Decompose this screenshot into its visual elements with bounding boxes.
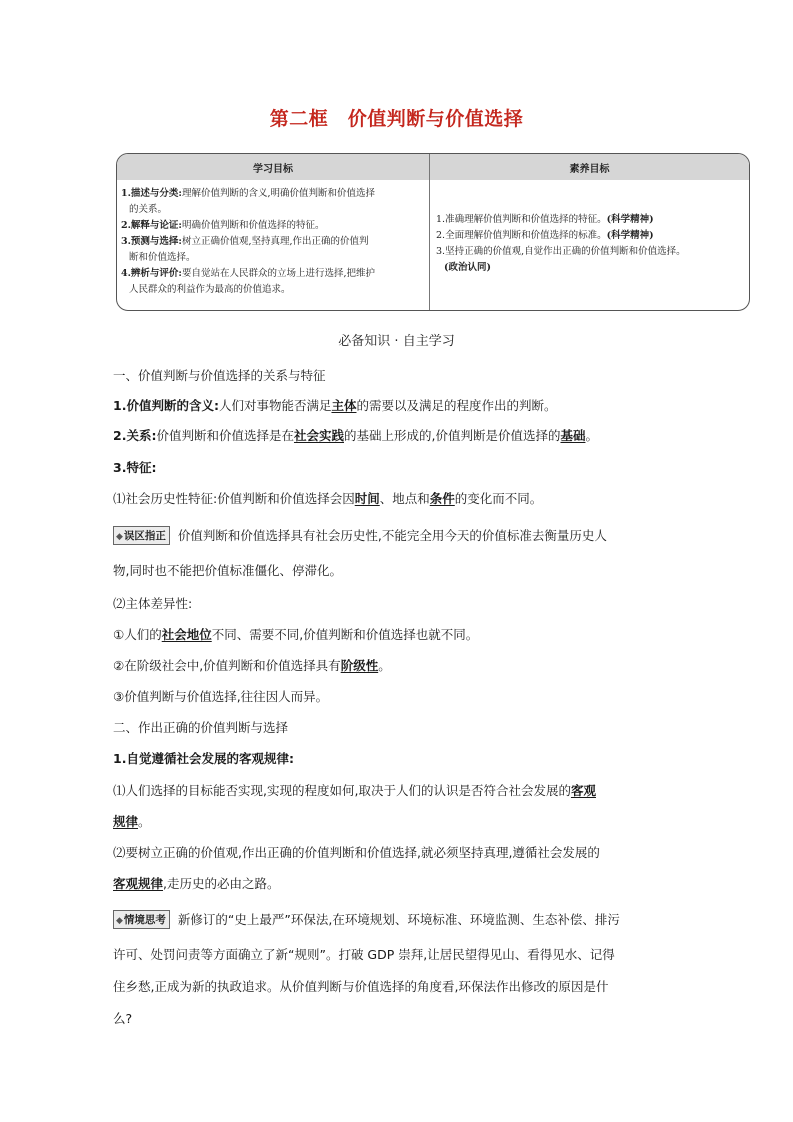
learning-goal-item: 4.辨析与评价:要自觉站在人民群众的立场上进行选择,把维护 [121,268,375,279]
learning-goal-item-cont: 的关系。 [129,204,168,215]
key-term: 客观规律 [113,876,164,891]
literacy-goal-item: 3.坚持正确的价值观,自觉作出正确的价值判断和价值选择。 [436,246,686,257]
learning-goal-item: 2.解释与论证:明确价值判断和价值选择的特征。 [121,220,325,231]
learning-goal-item: 3.预测与选择:树立正确价值观,坚持真理,作出正确的价值判 [121,236,369,247]
key-term: 社会实践 [293,428,344,443]
key-term: 条件 [429,491,455,506]
literacy-goal-item: 1.准确理解价值判断和价值选择的特征。(科学精神) [436,214,654,225]
definition-line: 1.价值判断的含义:人们对事物能否满足主体的需要以及满足的程度作出的判断。 [113,398,557,413]
tag-marker-icon: ◆ [116,916,123,926]
misconception-note-cont: 物,同时也不能把价值标准僵化、停滞化。 [113,563,342,578]
key-term: 基础 [560,428,586,443]
key-term: 时间 [354,491,380,506]
key-term: 社会地位 [161,627,212,642]
page-title: 第二框 价值判断与价值选择 [269,108,524,130]
features-label: 3.特征: [113,460,157,475]
learning-goals-cell [117,180,430,310]
misconception-tag: ◆误区指正 [113,526,170,545]
objective-law-p1-cont: 规律。 [113,814,151,829]
scenario-question-cont: 许可、处罚问责等方面确立了新“规则”。打破 GDP 崇拜,让居民望得见山、看得见水、记得 [113,947,615,962]
part1-heading: 一、价值判断与价值选择的关系与特征 [113,368,326,383]
subject-diff-item-2: ②在阶级社会中,价值判断和价值选择具有阶级性。 [113,658,391,673]
scenario-question: ◆情境思考 新修订的“史上最严”环保法,在环境规划、环境标准、环境监测、生态补偿、排污 [113,910,620,929]
relation-line: 2.关系:价值判断和价值选择是在社会实践的基础上形成的,价值判断是价值选择的基础。 [113,428,598,443]
literacy-goal-item: 2.全面理解价值判断和价值选择的标准。(科学精神) [436,230,654,241]
key-term: 规律 [113,814,139,829]
literacy-goals-cell [430,180,749,310]
objective-law-label: 1.自觉遵循社会发展的客观规律: [113,751,294,766]
key-term: 阶级性 [340,658,379,673]
misconception-note: ◆误区指正 价值判断和价值选择具有社会历史性,不能完全用今天的价值标准去衡量历史人 [113,526,607,545]
part2-heading: 二、作出正确的价值判断与选择 [113,720,289,735]
learning-goal-item: 1.描述与分类:理解价值判断的含义,明确价值判断和价值选择 [121,188,375,199]
goals-table [116,153,750,311]
scenario-question-cont: 住乡愁,正成为新的执政追求。从价值判断与价值选择的角度看,环保法作出修改的原因是什 [113,979,609,994]
feature-subject-diff: ⑵主体差异性: [113,596,193,611]
tag-marker-icon: ◆ [116,532,123,542]
literacy-goals-header: 素养目标 [430,154,749,180]
feature-social-historical: ⑴社会历史性特征:价值判断和价值选择会因时间、地点和条件的变化而不同。 [113,491,543,506]
key-term: 客观 [570,783,596,798]
learning-goals-header: 学习目标 [117,154,430,180]
objective-law-p2: ⑵要树立正确的价值观,作出正确的价值判断和价值选择,就必须坚持真理,遵循社会发展的 [113,845,600,860]
learning-goal-item-cont: 断和价值选择。 [129,252,196,263]
learning-goal-item-cont: 人民群众的利益作为最高的价值追求。 [129,284,291,295]
key-term: 主体 [331,398,357,413]
literacy-goal-item-cont: (政治认同) [444,262,491,273]
objective-law-p2-cont: 客观规律,走历史的必由之路。 [113,876,280,891]
objective-law-p1: ⑴人们选择的目标能否实现,实现的程度如何,取决于人们的认识是否符合社会发展的客观 [113,783,596,798]
scenario-tag: ◆情境思考 [113,910,170,929]
section-heading: 必备知识 · 自主学习 [338,334,455,349]
scenario-question-cont: 么? [113,1011,133,1026]
subject-diff-item-1: ①人们的社会地位不同、需要不同,价值判断和价值选择也就不同。 [113,627,479,642]
subject-diff-item-3: ③价值判断与价值选择,往往因人而异。 [113,689,329,704]
